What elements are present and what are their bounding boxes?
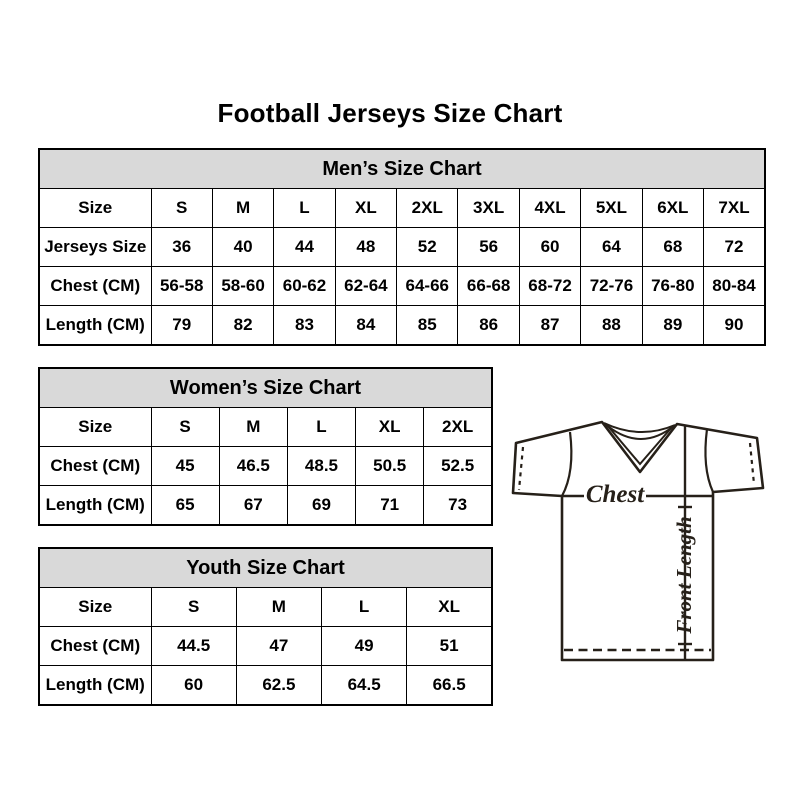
value-cell: S: [151, 588, 236, 627]
row-label-cell: Size: [39, 588, 151, 627]
value-cell: L: [322, 588, 407, 627]
value-cell: M: [219, 408, 287, 447]
value-cell: 4XL: [519, 189, 580, 228]
row-label-cell: Chest (CM): [39, 627, 151, 666]
table-header-row: [39, 368, 492, 408]
value-cell: S: [151, 408, 219, 447]
value-cell: 71: [356, 486, 424, 526]
value-cell: 72: [704, 228, 765, 267]
row-label-cell: Chest (CM): [39, 267, 151, 306]
row-label-cell: Chest (CM): [39, 447, 151, 486]
value-cell: 44.5: [151, 627, 236, 666]
value-cell: XL: [356, 408, 424, 447]
value-cell: 5XL: [581, 189, 642, 228]
womens-table-title: Women’s Size Chart: [39, 368, 492, 408]
value-cell: M: [236, 588, 321, 627]
value-cell: 84: [335, 306, 396, 346]
value-cell: 60-62: [274, 267, 335, 306]
value-cell: 64-66: [397, 267, 458, 306]
value-cell: 6XL: [642, 189, 703, 228]
table-row: [39, 627, 492, 666]
womens-size-chart-table: [38, 367, 493, 526]
value-cell: 88: [581, 306, 642, 346]
value-cell: 66.5: [407, 666, 492, 706]
table-row: [39, 306, 765, 346]
value-cell: 82: [212, 306, 273, 346]
value-cell: 65: [151, 486, 219, 526]
value-cell: 66-68: [458, 267, 519, 306]
row-label-cell: Size: [39, 189, 151, 228]
value-cell: 64.5: [322, 666, 407, 706]
value-cell: 62-64: [335, 267, 396, 306]
mens-table-title: Men’s Size Chart: [39, 149, 765, 189]
row-label-cell: Jerseys Size: [39, 228, 151, 267]
value-cell: 89: [642, 306, 703, 346]
value-cell: 60: [519, 228, 580, 267]
value-cell: XL: [407, 588, 492, 627]
table-row: [39, 486, 492, 526]
value-cell: 52.5: [424, 447, 492, 486]
table-row: [39, 228, 765, 267]
table-row: [39, 189, 765, 228]
front-length-label: Front Length: [672, 516, 696, 634]
value-cell: 64: [581, 228, 642, 267]
value-cell: M: [212, 189, 273, 228]
table-row: [39, 666, 492, 706]
row-label-cell: Length (CM): [39, 666, 151, 706]
mens-size-chart-table: [38, 148, 766, 346]
value-cell: 56-58: [151, 267, 212, 306]
value-cell: 2XL: [424, 408, 492, 447]
row-label-cell: Length (CM): [39, 306, 151, 346]
value-cell: 2XL: [397, 189, 458, 228]
value-cell: 68-72: [519, 267, 580, 306]
value-cell: 58-60: [212, 267, 273, 306]
value-cell: 56: [458, 228, 519, 267]
chest-label: Chest: [585, 481, 645, 508]
value-cell: S: [151, 189, 212, 228]
value-cell: 47: [236, 627, 321, 666]
value-cell: 73: [424, 486, 492, 526]
page-title: Football Jerseys Size Chart: [217, 98, 563, 128]
value-cell: 69: [287, 486, 355, 526]
value-cell: 62.5: [236, 666, 321, 706]
value-cell: 87: [519, 306, 580, 346]
value-cell: 79: [151, 306, 212, 346]
value-cell: 80-84: [704, 267, 765, 306]
row-label-cell: Length (CM): [39, 486, 151, 526]
jersey-outline: [513, 422, 763, 660]
value-cell: 67: [219, 486, 287, 526]
table-row: [39, 447, 492, 486]
youth-size-chart-table: [38, 547, 493, 706]
value-cell: 44: [274, 228, 335, 267]
jersey-measurement-diagram: [500, 400, 780, 680]
table-header-row: [39, 548, 492, 588]
value-cell: 85: [397, 306, 458, 346]
value-cell: XL: [335, 189, 396, 228]
value-cell: 86: [458, 306, 519, 346]
value-cell: 90: [704, 306, 765, 346]
value-cell: 46.5: [219, 447, 287, 486]
row-label-cell: Size: [39, 408, 151, 447]
value-cell: 68: [642, 228, 703, 267]
value-cell: 49: [322, 627, 407, 666]
value-cell: 48.5: [287, 447, 355, 486]
value-cell: 45: [151, 447, 219, 486]
table-row: [39, 408, 492, 447]
table-row: [39, 267, 765, 306]
youth-table-title: Youth Size Chart: [39, 548, 492, 588]
value-cell: 50.5: [356, 447, 424, 486]
value-cell: 3XL: [458, 189, 519, 228]
value-cell: 60: [151, 666, 236, 706]
value-cell: 76-80: [642, 267, 703, 306]
value-cell: 48: [335, 228, 396, 267]
value-cell: 40: [212, 228, 273, 267]
value-cell: L: [287, 408, 355, 447]
value-cell: L: [274, 189, 335, 228]
table-row: [39, 588, 492, 627]
value-cell: 72-76: [581, 267, 642, 306]
value-cell: 52: [397, 228, 458, 267]
table-header-row: [39, 149, 765, 189]
value-cell: 83: [274, 306, 335, 346]
value-cell: 36: [151, 228, 212, 267]
value-cell: 7XL: [704, 189, 765, 228]
value-cell: 51: [407, 627, 492, 666]
